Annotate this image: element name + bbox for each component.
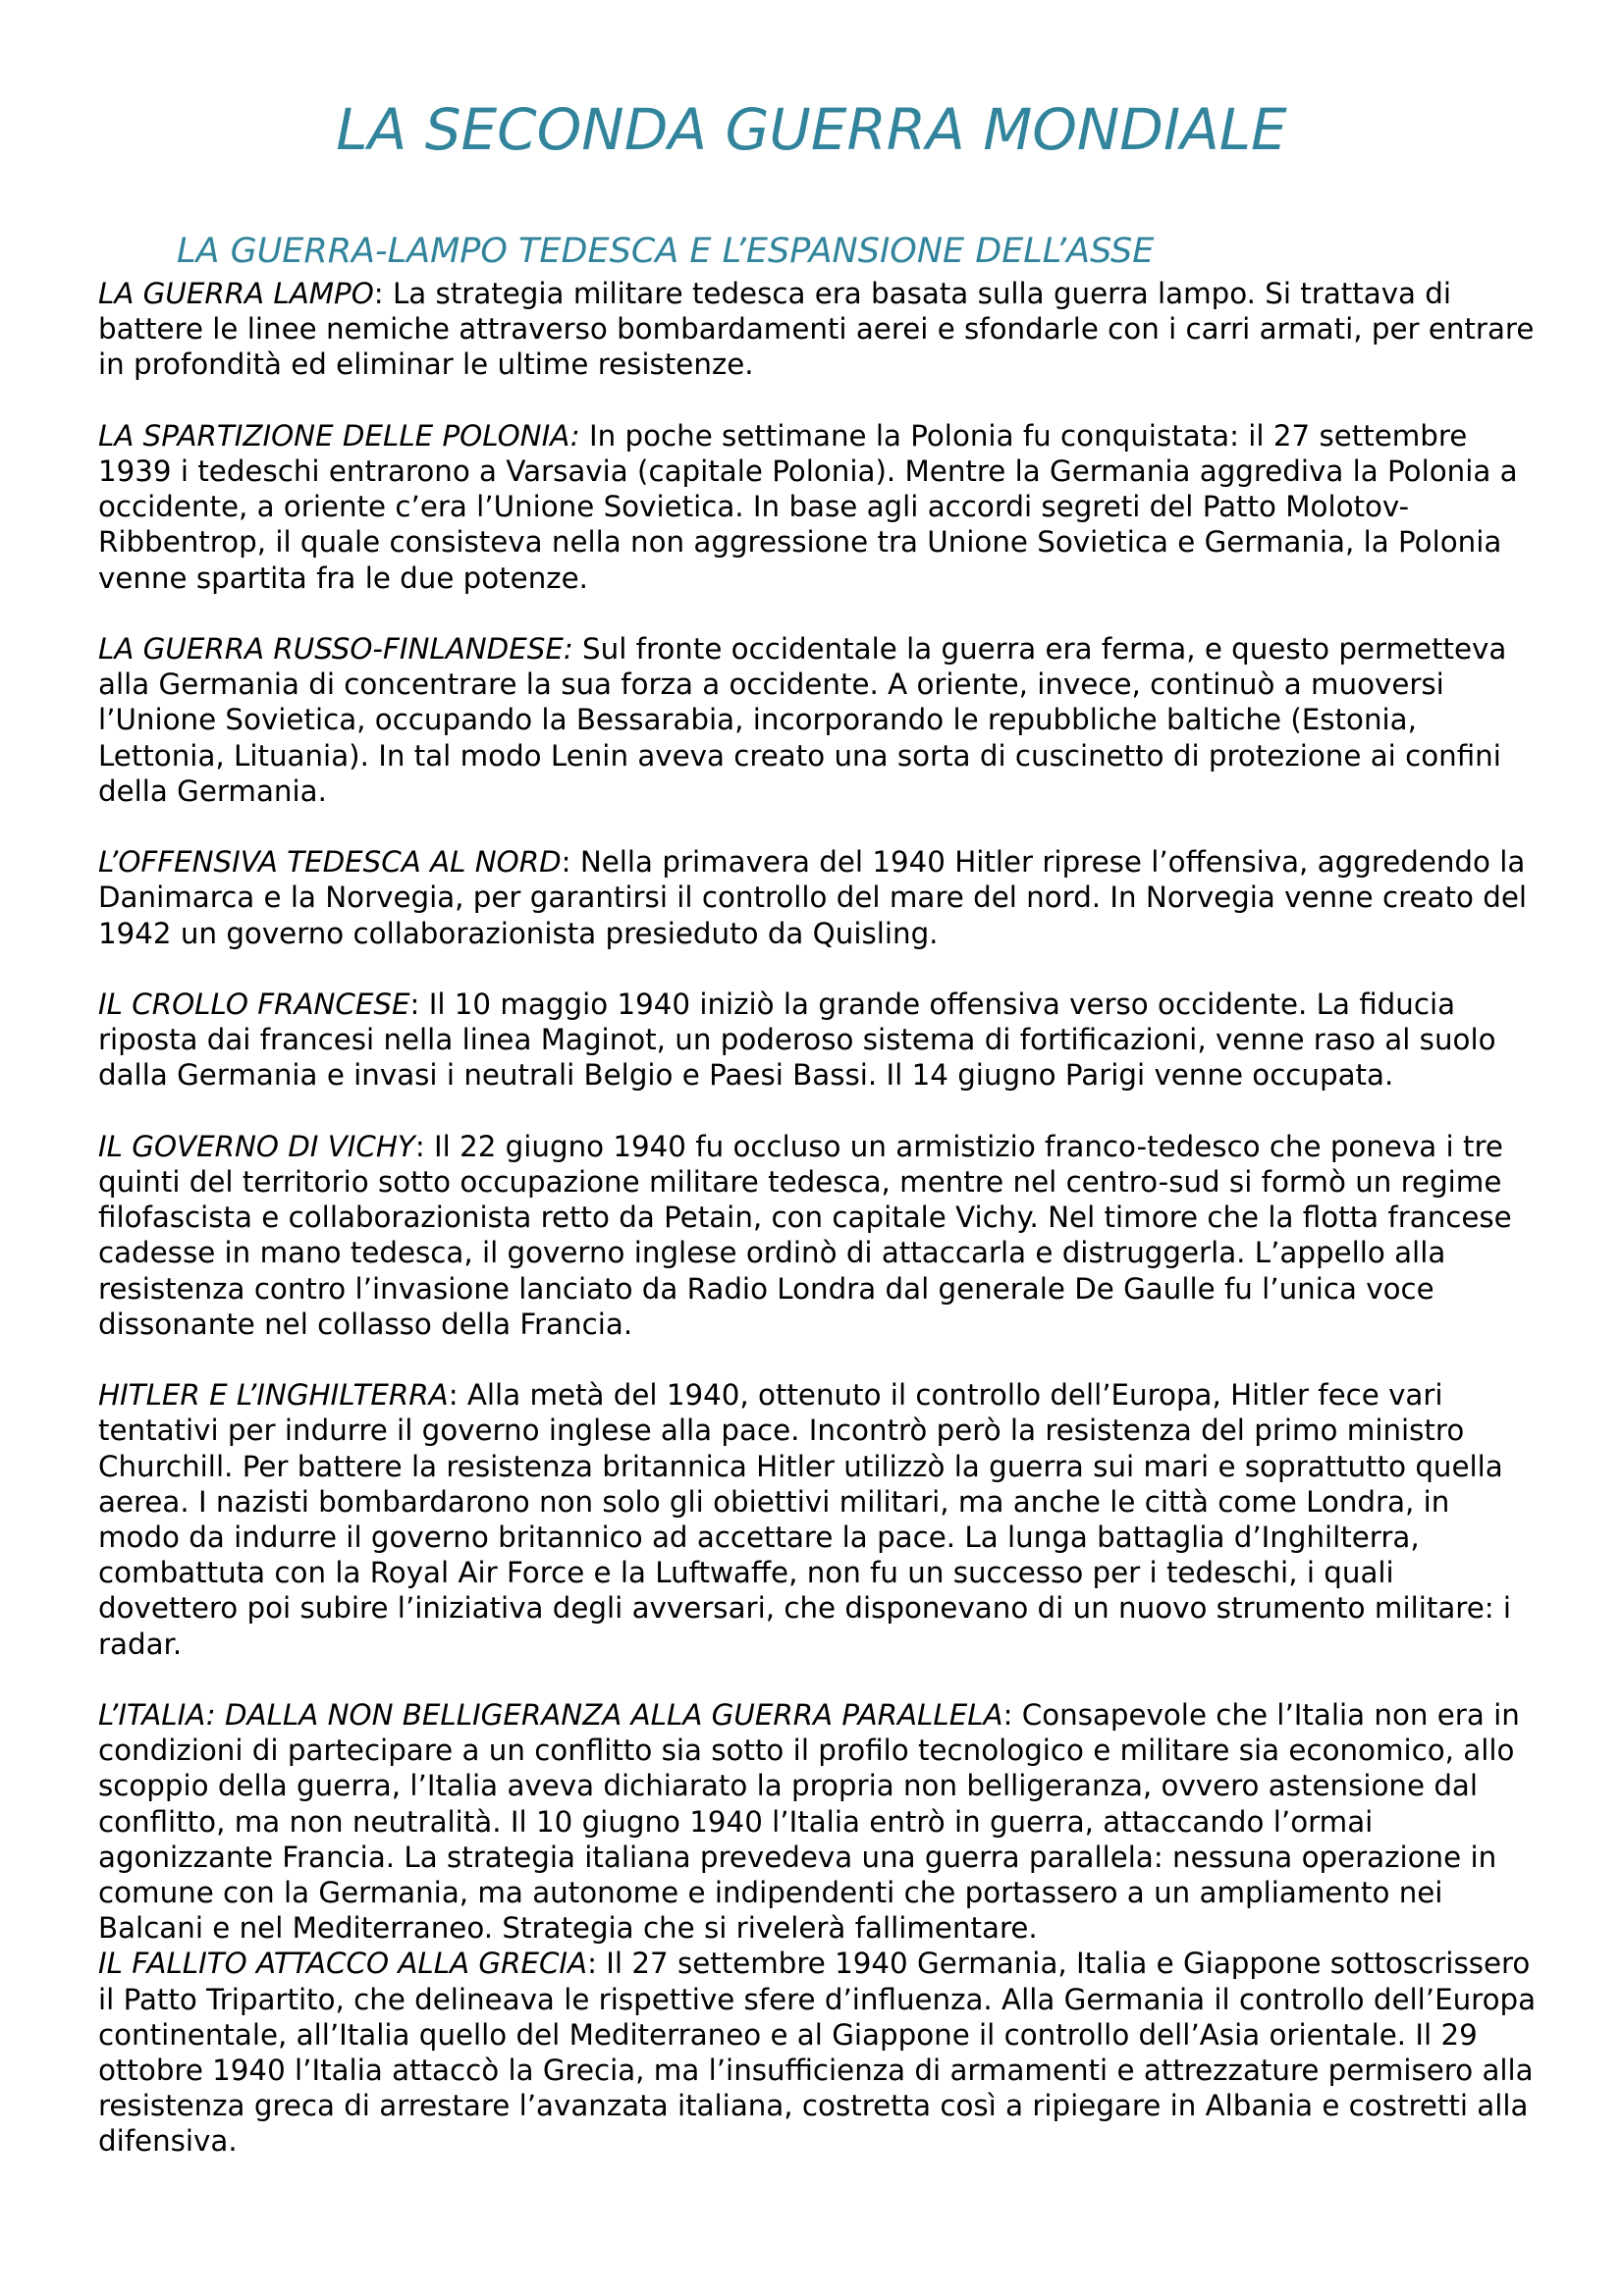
paragraph-label: L’ITALIA: DALLA NON BELLIGERANZA ALLA GUERRA PARALLELA (98, 1698, 1003, 1733)
paragraph-text: : Alla metà del 1940, ottenuto il controllo dell’Europa, Hitler fece vari tentativi per indurre il governo inglese alla pace. Incontrò però la resistenza del primo ministro Churchill. Per battere la resistenza britannica Hitler utilizzò la guerra sui mari e soprattutto quella aerea. I nazisti bombardarono non solo gli obiettivi militari, ma anche le città come Londra, in modo da indurre il governo britannico ad accettare la pace. La lunga battaglia d’Inghilterra, combattuta con la Royal Air Force e la Luftwaffe, non fu un successo per i tedeschi, i quali dovettero poi subire l’iniziativa degli avversari, che disponevano di un nuovo strumento militare: i radar. (98, 1378, 1512, 1661)
paragraph-text: : Consapevole che l’Italia non era in condizioni di partecipare a un conflitto sia sotto il profilo tecnologico e militare sia economico, allo scoppio della guerra, l’Italia aveva dichiarato la propria non belligeranza, ovvero astensione dal conflitto, ma non neutralità. Il 10 giugno 1940 l’Italia entrò in guerra, attaccando l’ormai agonizzante Francia. La strategia italiana prevedeva una guerra parallela: nessuna operazione in comune con la Germania, ma autonome e indipendenti che portassero a un ampliamento nei Balcani e nel Mediterraneo. Strategia che si rivelerà fallimentare. (98, 1698, 1520, 1946)
paragraph-text: In poche settimane la Polonia fu conquistata: il 27 settembre 1939 i tedeschi entrarono a Varsavia (capitale Polonia). Mentre la Germania aggrediva la Polonia a occidente, a oriente c’era l’Unione Sovietica. In base agli accordi segreti del Patto Molotov-Ribbentrop, il quale consisteva nella non aggressione tra Unione Sovietica e Germania, la Polonia venne spartita fra le due potenze. (98, 418, 1518, 595)
paragraph-spartizione-polonia (98, 418, 1537, 596)
paragraph-label: L’OFFENSIVA TEDESCA AL NORD (98, 845, 562, 880)
paragraph-guerra-lampo (98, 276, 1537, 383)
paragraph-attacco-grecia (98, 1946, 1537, 2159)
paragraph-guerra-russo-finlandese (98, 631, 1537, 809)
document-title: LA SECONDA GUERRA MONDIALE (336, 96, 1287, 163)
paragraph-label: LA GUERRA RUSSO-FINLANDESE: (98, 632, 573, 666)
paragraph-label: LA GUERRA LAMPO (98, 277, 374, 310)
paragraph-italia-guerra-parallela (98, 1697, 1537, 1946)
paragraph-text: : Nella primavera del 1940 Hitler riprese l’offensiva, aggredendo la Danimarca e la Norvegia, per garantirsi il controllo del mare del nord. In Norvegia venne creato del 1942 un governo collaborazionista presieduto da Quisling. (98, 845, 1527, 950)
paragraph-governo-vichy (98, 1129, 1537, 1342)
paragraph-label: IL CROLLO FRANCESE (98, 988, 410, 1021)
paragraph-hitler-inghilterra (98, 1377, 1537, 1662)
paragraph-label: HITLER E L’INGHILTERRA (98, 1378, 449, 1413)
paragraph-text: : La strategia militare tedesca era basata sulla guerra lampo. Si trattava di battere le linee nemiche attraverso bombardamenti aerei e sfondarle con i carri armati, per entrare in profondità ed eliminar le ultime resistenze. (98, 277, 1535, 382)
paragraph-offensiva-nord (98, 844, 1537, 951)
paragraph-text: Sul fronte occidentale la guerra era ferma, e questo permetteva alla Germania di concentrare la sua forza a occidente. A oriente, invece, continuò a muoversi l’Unione Sovietica, occupando la Bessarabia, incorporando le repubbliche baltiche (Estonia, Lettonia, Lituania). In tal modo Lenin aveva creato una sorta di cuscinetto di protezione ai confini della Germania. (98, 632, 1507, 808)
document-body (98, 276, 1537, 2160)
paragraph-label: LA SPARTIZIONE DELLE POLONIA: (98, 418, 580, 453)
paragraph-label: IL GOVERNO DI VICHY (98, 1129, 415, 1163)
paragraph-label: IL FALLITO ATTACCO ALLA GRECIA (98, 1947, 588, 1981)
paragraph-text: : Il 22 giugno 1940 fu occluso un armistizio franco-tedesco che poneva i tre quinti del territorio sotto occupazione militare tedesca, mentre nel centro-sud si formò un regime filofascista e collaborazionista retto da Petain, con capitale Vichy. Nel timore che la flotta francese cadesse in mano tedesca, il governo inglese ordinò di attaccarla e distruggerla. L’appello alla resistenza contro l’invasione lanciato da Radio Londra dal generale De Gaulle fu l’unica voce dissonante nel collasso della Francia. (98, 1129, 1512, 1341)
paragraph-text: : Il 27 settembre 1940 Germania, Italia e Giappone sottoscrissero il Patto Tripartito, che delineava le rispettive sfere d’influenza. Alla Germania il controllo dell’Europa continentale, all’Italia quello del Mediterraneo e al Giappone il controllo dell’Asia orientale. Il 29 ottobre 1940 l’Italia attaccò la Grecia, ma l’insufficienza di armamenti e attrezzature permisero alla resistenza greca di arrestare l’avanzata italiana, costretta così a ripiegare in Albania e costretti alla difensiva. (98, 1947, 1537, 2159)
paragraph-text: : Il 10 maggio 1940 iniziò la grande offensiva verso occidente. La fiducia riposta dai francesi nella linea Maginot, un poderoso sistema di fortificazioni, venne raso al suolo dalla Germania e invasi i neutrali Belgio e Paesi Bassi. Il 14 giugno Parigi venne occupata. (98, 988, 1496, 1093)
section-title: LA GUERRA-LAMPO TEDESCA E L’ESPANSIONE DELL’ASSE (177, 232, 1155, 271)
paragraph-crollo-francese (98, 987, 1537, 1094)
